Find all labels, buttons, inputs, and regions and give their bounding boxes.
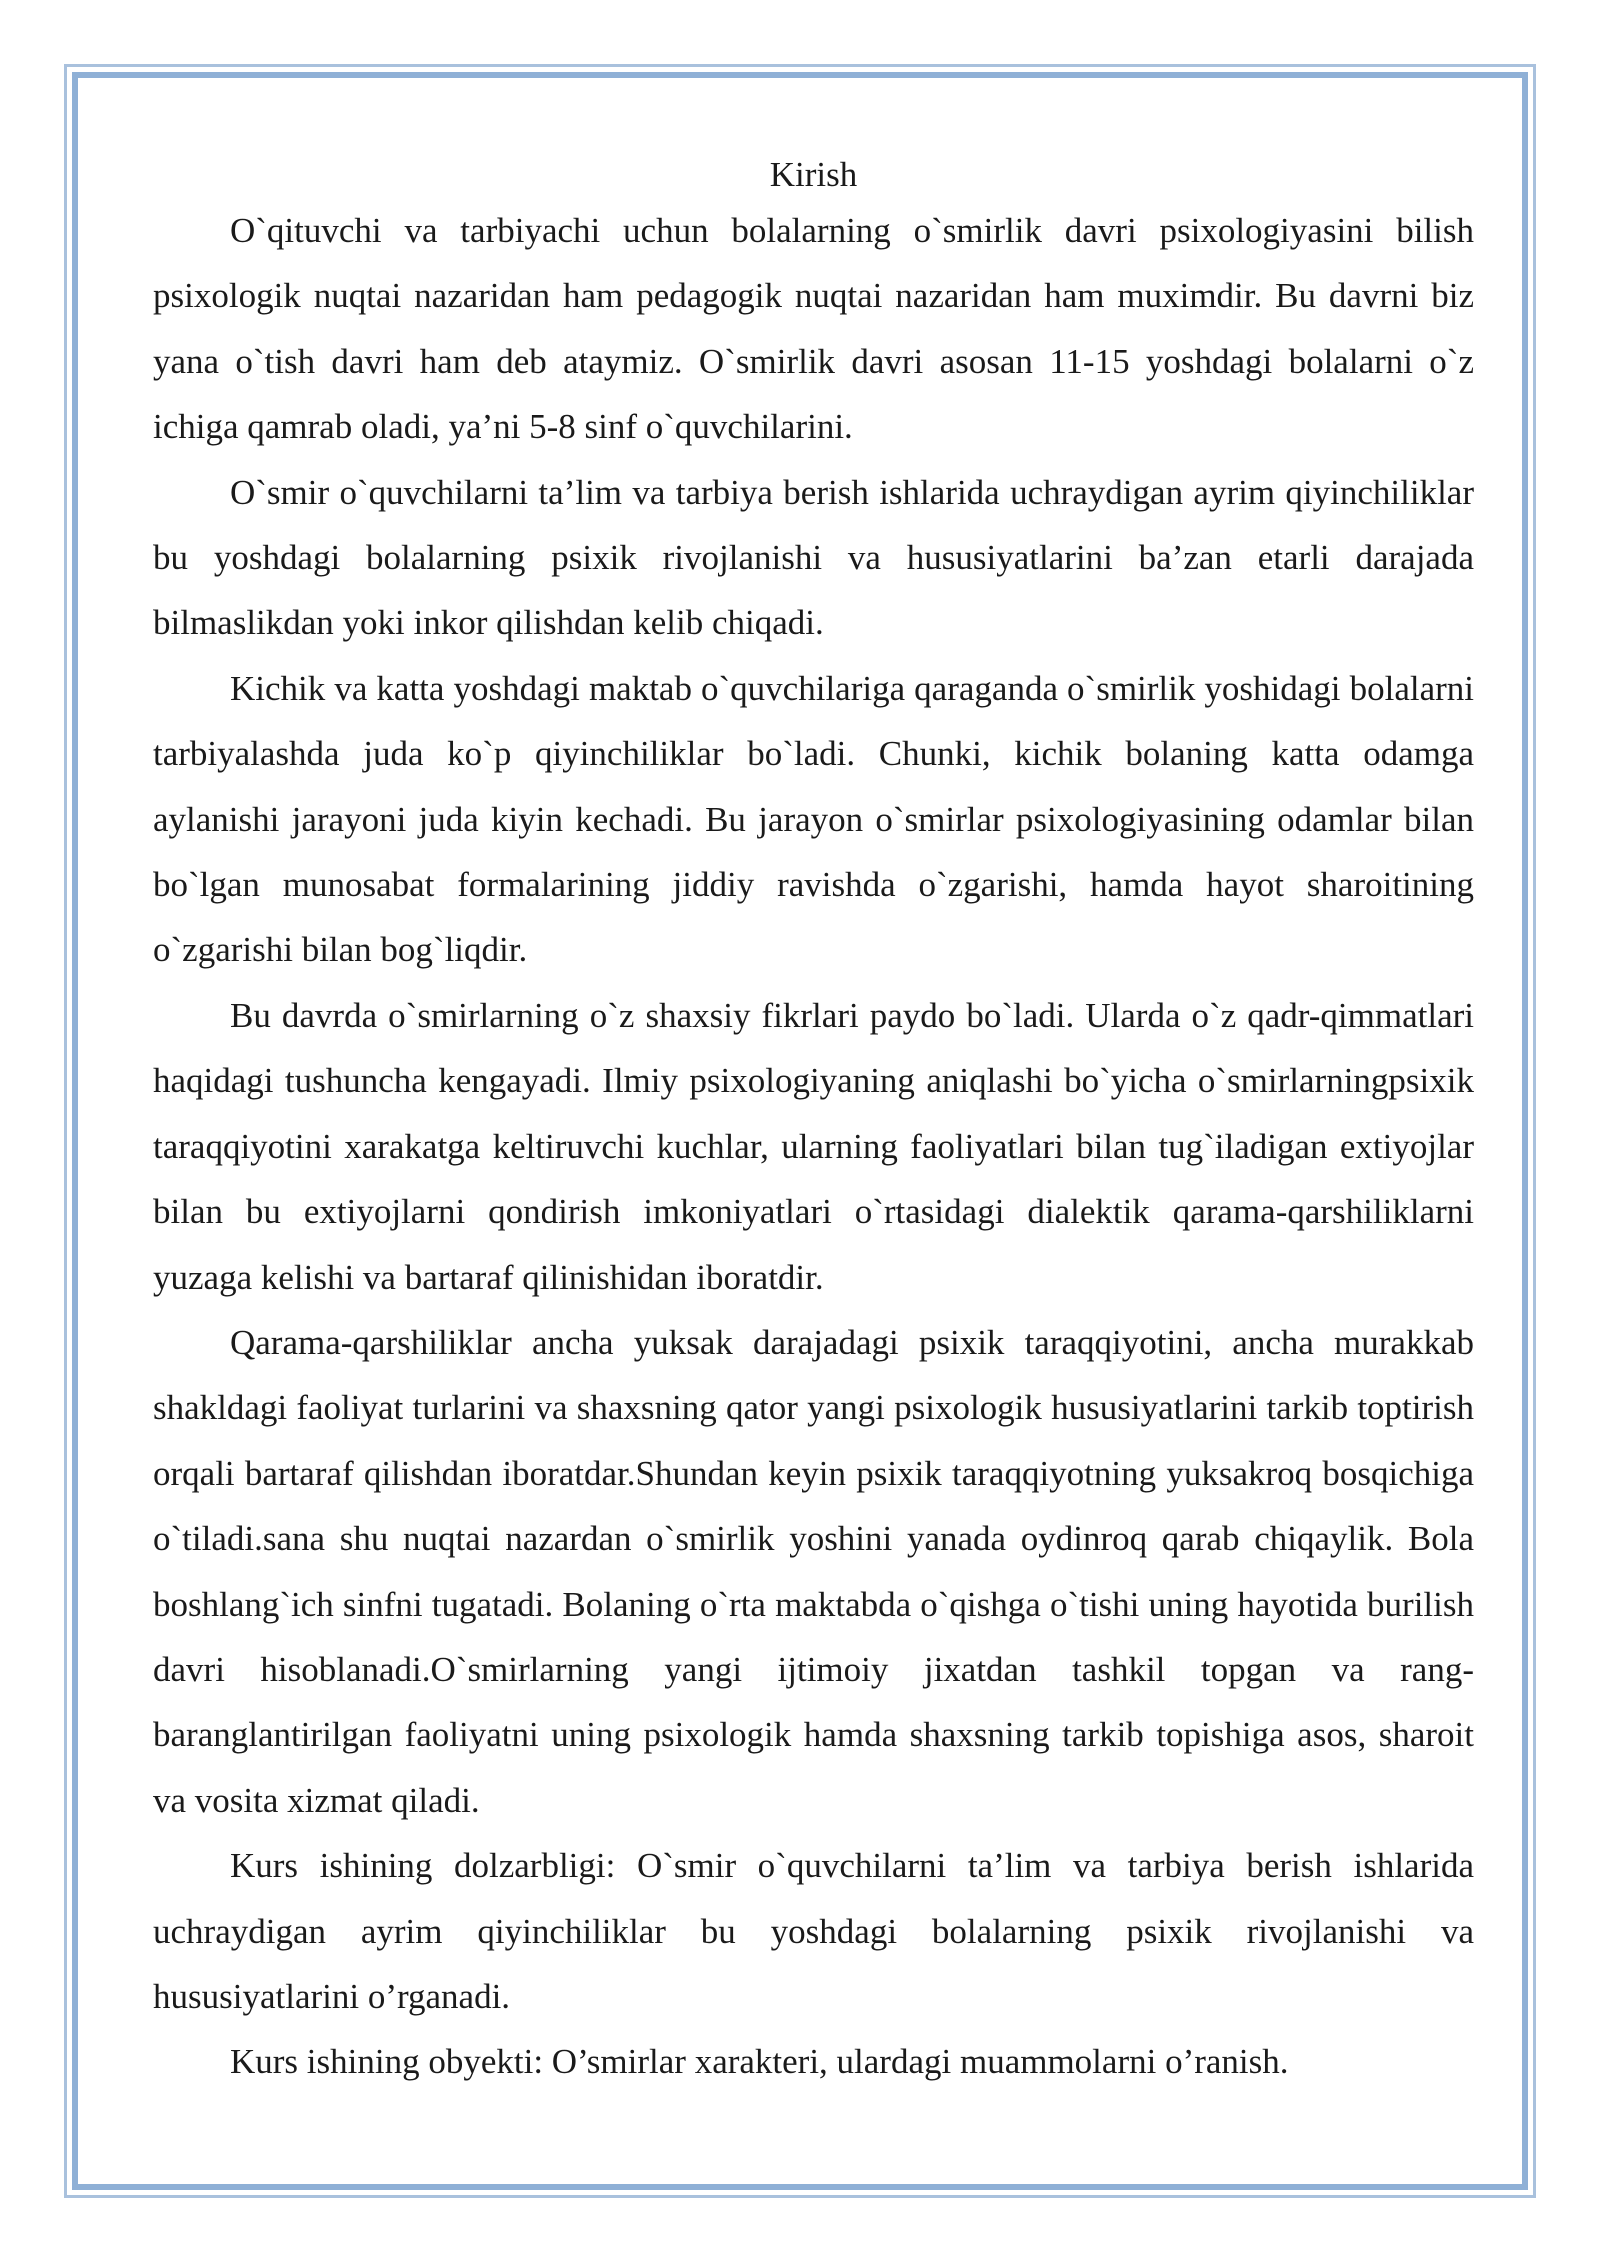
paragraph-personal-views: Bu davrda o`smirlarning o`z shaxsiy fikrlari paydo bo`ladi. Ularda o`z qadr-qimmatlari haqidagi tushuncha kengayadi. Ilmiy psixologiyaning aniqlashi bo`yicha o`smirlarningpsixik taraqqiyotini xarakatga keltiruvchi kuchlar, ularning faoliyatlari bilan tug`iladigan extiyojlar bilan bu extiyojlarni qondirish imkoniyatlari o`rtasidagi dialektik qarama-qarshiliklarni yuzaga kelishi va bartaraf qilinishidan iboratdir. bbox=[153, 995, 1474, 1297]
paragraph-relevance: Kurs ishining dolzarbligi: O`smir o`quvchilarni ta’lim va tarbiya berish ishlarida uchraydigan ayrim qiyinchiliklar bu yoshdagi bolalarning psixik rivojlanishi va hususiyatlarini o’rganadi. bbox=[153, 1846, 1474, 2016]
paragraph-intro: O`qituvchi va tarbiyachi uchun bolalarning o`smirlik davri psixologiyasini bilish psixologik nuqtai nazaridan ham pedagogik nuqtai nazaridan ham muximdir. Bu davrni biz yana o`tish davri ham deb ataymiz. O`smirlik davri asosan 11-15 yoshdagi bolalarni o`z ichiga qamrab oladi, ya’ni 5-8 sinf o`quvchilarini. bbox=[153, 211, 1474, 447]
paragraph-object: Kurs ishining obyekti: O’smirlar xarakteri, ulardagi muammolarni o’ranish. bbox=[230, 2042, 1289, 2082]
document-title: Kirish bbox=[769, 155, 858, 194]
paragraph-upbringing: Kichik va katta yoshdagi maktab o`quvchilariga qaraganda o`smirlik yoshidagi bolalarni tarbiyalashda juda ko`p qiyinchiliklar bo`ladi. Chunki, kichik bolaning katta odamga aylanishi jarayoni juda kiyin kechadi. Bu jarayon o`smirlar psixologiyasining odamlar bilan bo`lgan munosabat formalarining jiddiy ravishda o`zgarishi, hamda hayot sharoitining o`zgarishi bilan bog`liqdir. bbox=[153, 668, 1474, 970]
paragraph-difficulties: O`smir o`quvchilarni ta’lim va tarbiya berish ishlarida uchraydigan ayrim qiyinchiliklar bu yoshdagi bolalarning psixik rivojlanishi va hususiyatlarini ba’zan etarli darajada bilmaslikdan yoki inkor qilishdan kelib chiqadi. bbox=[153, 472, 1474, 643]
paragraph-contradictions: Qarama-qarshiliklar ancha yuksak darajadagi psixik taraqqiyotini, ancha murakkab shakldagi faoliyat turlarini va shaxsning qator yangi psixologik hususiyatlarini tarkib toptirish orqali bartaraf qilishdan iboratdar.Shundan keyin psixik taraqqiyotning yuksakroq bosqichiga o`tiladi.sana shu nuqtai nazardan o`smirlik yoshini yanada oydinroq qarab chiqaylik. Bola boshlang`ich sinfni tugatadi. Bolaning o`rta maktabda o`qishga o`tishi uning hayotida burilish davri hisoblanadi.O`smirlarning yangi ijtimoiy jixatdan tashkil topgan va rang-baranglantirilgan faoliyatni uning psixologik hamda shaxsning tarkib topishiga asos, sharoit va vosita xizmat qiladi. bbox=[153, 1322, 1474, 1820]
document-body bbox=[153, 152, 1474, 2095]
